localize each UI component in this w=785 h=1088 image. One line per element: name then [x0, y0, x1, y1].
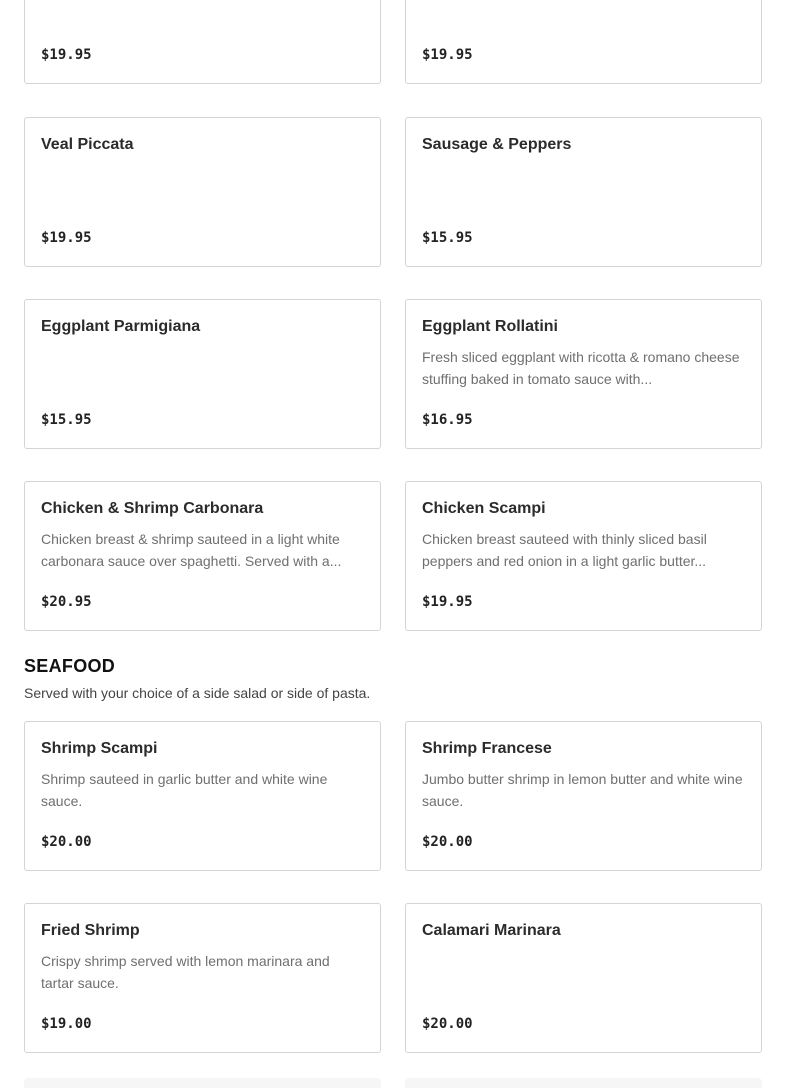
menu-item-description: Chicken breast sauteed with thinly sliced basil peppers and red onion in a light garlic butter... [422, 531, 707, 569]
menu-item-price: $19.00 [41, 1016, 92, 1032]
menu-item-card[interactable] [405, 0, 762, 84]
menu-item-card[interactable] [24, 0, 381, 84]
menu-item-price: $20.00 [422, 1016, 473, 1032]
menu-item-name: Fried Shrimp [41, 922, 140, 939]
menu-item-description: Chicken breast & shrimp sauteed in a light white carbonara sauce over spaghetti. Served with a... [41, 531, 342, 569]
menu-item-price: $19.95 [422, 47, 473, 63]
menu-item-card[interactable] [405, 903, 762, 1053]
menu-item-name: Shrimp Francese [422, 740, 552, 757]
menu-item-card[interactable] [405, 721, 762, 871]
menu-item-price: $15.95 [41, 412, 92, 428]
menu-item-card-partial[interactable] [24, 1078, 381, 1088]
menu-item-card[interactable] [405, 299, 762, 449]
menu-item-name: Eggplant Parmigiana [41, 318, 201, 335]
menu-item-price: $15.95 [422, 230, 473, 246]
menu-item-card-partial[interactable] [405, 1078, 762, 1088]
menu-item-card[interactable] [24, 299, 381, 449]
menu-item-price: $20.00 [422, 834, 473, 850]
menu-item-price: $20.00 [41, 834, 92, 850]
menu-item-card[interactable] [24, 903, 381, 1053]
menu-item-card[interactable] [405, 481, 762, 631]
menu-item-price: $16.95 [422, 412, 473, 428]
menu-item-description: Shrimp sauteed in garlic butter and white wine sauce. [41, 771, 328, 809]
menu-item-name: Chicken Scampi [422, 500, 546, 517]
menu-item-price: $19.95 [41, 47, 92, 63]
menu-item-price: $19.95 [422, 594, 473, 610]
menu-item-description: Crispy shrimp served with lemon marinara and tartar sauce. [41, 953, 330, 991]
menu-item-card[interactable] [24, 481, 381, 631]
menu-item-name: Calamari Marinara [422, 922, 561, 939]
menu-item-description: Jumbo butter shrimp in lemon butter and white wine sauce. [422, 771, 743, 809]
menu-item-price: $20.95 [41, 594, 92, 610]
menu-item-card[interactable] [24, 721, 381, 871]
section-subtitle: Served with your choice of a side salad or side of pasta. [24, 685, 371, 701]
menu-item-name: Veal Piccata [41, 136, 134, 153]
menu-item-description: Fresh sliced eggplant with ricotta & romano cheese stuffing baked in tomato sauce with... [422, 349, 740, 387]
menu-item-name: Chicken & Shrimp Carbonara [41, 500, 264, 517]
menu-item-name: Sausage & Peppers [422, 136, 572, 153]
menu-item-price: $19.95 [41, 230, 92, 246]
menu-item-card[interactable] [405, 117, 762, 267]
section-title-seafood: SEAFOOD [24, 656, 116, 676]
menu-item-card[interactable] [24, 117, 381, 267]
menu-item-name: Eggplant Rollatini [422, 318, 558, 335]
menu-item-name: Shrimp Scampi [41, 740, 158, 757]
